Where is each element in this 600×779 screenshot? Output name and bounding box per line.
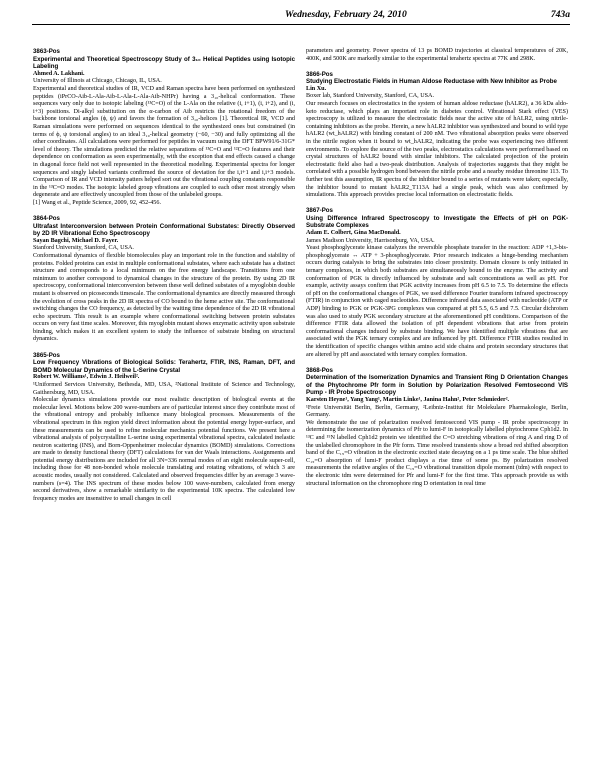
abstract-authors: Robert W. Williams¹, Edwin J. Heilweil². (33, 374, 140, 381)
abstract-body-continuation: parameters and geometry. Power spectra of 13 ps BOMD trajectories at classical temperatures of 20K, 400K, and 500K are markedly similar to the experimental terahertz spectra at 77K and 298K. (306, 48, 568, 62)
abstract-title: Ultrafast Interconversion between Protein Conformational Substates: Directly Observed by 2D IR Vibrational Echo Spectroscopy (33, 222, 295, 238)
abstract-body: Yeast phosphoglycerate kinase catalyzes the reversible phosphate transfer in the reaction: ADP +1,3-bis-phosphoglycerate ↔ ATP + 3-phosphoglycerate. Prior research indicates a hinge-bending mechanism occurs during catalysis to bring the substrates into closer proximity. Domain closure is only initiated in ternary complexes, in which both substrates are simultaneously bound to the enzyme. The activity and conformation of PGK is directly influenced by substrate and salt concentrations as well as pH. For example, activity assays confirm that PGK activity increases from pH 6.5 to 7.5. To determine the effects of pH on the conformational changes of PGK, we used difference Fourier transform infrared spectroscopy (FTIR) in conjunction with caged nucleotides. Difference infrared data associated with nucleotide (ATP or ADP) binding to PGK or PGK-3PG complexes was compared at pH 5.5, 6.5 and 7.5. Circular dichroism was also used to study PGK secondary structure at the aforementioned pH conditions. Comparison of the difference FTIR data allowed the isolation of pH dependent vibrations that arise from protein conformational changes induced by substrate binding. We have identified multiple vibrations that are associated with the PGK ternary complex and are influenced by pH. Difference FTIR studies resulted in the identification of specific changes within amino acid side chains and protein secondary structures that are altered by pH and associated with ternary complex formation. (306, 245, 568, 358)
abstract-authors: Lin Xu. (306, 85, 327, 92)
abstract-reference: [1] Wang et al., Peptide Science, 2009, 92, 452-456. (33, 199, 161, 206)
abstract-3868 (306, 367, 568, 489)
abstract-body: We demonstrate the use of polarization resolved femtosecond VIS pump - IR probe spectroscopy in determining the isomerization dynamics of Pfr to lumi-F in isotopically labelled phytochrome Cph1d2. In ¹³C and ¹⁵N labelled Cph1d2 protein we identified the C=O stretching vibrations of ring A and ring D of the unlabelled chromophore in the Pfr form. Time resolved transients show a broad red shifted absorption band of the C₁₉=O vibration in the electronic excited state decaying on a 1 ps time scale. The blue shifted C₁₉=O absorption of lumi-F product displays a rise time of some ps. By polarization resolved measurements the relative angles of the C₁₉=O vibrational transition dipole moment (tdm) with respect to the electronic tdm were determined for Pfr and lumi-F for the first time. This approach provide us with structural information on the chromophore ring D orientation in real time (306, 419, 568, 487)
abstract-title: Experimental and Theoretical Spectroscopy Study of 3₁₀ Helical Peptides using Isotopic Labeling (33, 55, 295, 71)
abstract-affiliation: Stanford University, Stanford, CA, USA. (33, 245, 134, 252)
abstract-title: Low Frequency Vibrations of Biological Solids: Terahertz, FTIR, INS, Raman, DFT, and BOMD Molecular Dynamics of the L-Serine Crystal (33, 359, 295, 374)
abstract-affiliation: ¹Freie Universität Berlin, Berlin, Germany, ²Leibniz-Institut für Molekulare Pharmakologie, Berlin, Germany. (306, 404, 568, 419)
left-column (33, 48, 295, 511)
abstract-body: Our research focuses on electrostatics in the system of human aldose reductase (hALR2), a 36 kDa aldo-keto reductase, which plays an important role in diabetes control. Vibrational Stark effect (VES) spectroscopy is utilized to measure the electrostatic fields near the active site of hALR2, using nitrile-containing inhibitors as the probe. Herein, a new hALR2 inhibitor was synthesized and bound to wild type hALR2 (wt_hALR2) with binding constant of 200 nM. Two vibrational absorption peaks were observed in the nitrile region when it bound to wt_hALR2, indicating the probe was experiencing two different environments. To explore the source of the two peaks, electrostatics calculations were performed based on crystal structures of hALR2 bound with similar inhibitors. The calculated projection of the protein electrostatic field also had a two-peak distribution. Analysis of trajectories suggests that they might be correlated with a possible hydrogen bond between the nitrile probe and a nearby residue threonine 113. To further test this assumption, IR spectra of the inhibitor bound to a series of mutants were taken; especially, the inhibitor bound to mutant hALR2_T113A had a single peak, which was also confirmed by simulations. This approach provides precise local information on electrostatic fields. (306, 101, 568, 199)
abstract-3865-continuation (306, 48, 568, 63)
abstract-affiliation: University of Illinois at Chicago, Chicago, IL, USA. (33, 78, 162, 85)
abstract-authors: Sayan Bagchi, Michael D. Fayer. (33, 237, 119, 244)
abstract-title: Using Difference Infrared Spectroscopy to Investigate the Effects of pH on PGK-Substrate Complexes (306, 214, 568, 230)
right-column (306, 48, 568, 496)
header-page-number: 743a (550, 9, 570, 20)
page-header (32, 8, 570, 25)
abstract-affiliation: James Madison University, Harrisonburg, VA, USA. (306, 237, 435, 244)
abstract-authors: Adam E. Colbert, Gina MacDonald. (306, 230, 401, 237)
abstract-3865 (33, 352, 295, 504)
header-date: Wednesday, February 24, 2010 (285, 9, 407, 20)
abstract-authors: Ahmed A. Lakhani. (33, 70, 85, 77)
abstract-3866 (306, 71, 568, 200)
abstract-id: 3868-Pos (306, 366, 333, 374)
abstract-3864 (33, 215, 295, 344)
abstract-affiliation: Boxer lab, Stanford University, Stanford, CA, USA. (306, 93, 435, 100)
abstract-title: Determination of the Isomerization Dynamics and Transient Ring D Orientation Changes of the Phytochrome Pfr form in Solution by Polarization Resolved Femtosecond VIS Pump - IR Probe Spectroscopy (306, 374, 568, 397)
abstract-id: 3864-Pos (33, 214, 60, 222)
abstract-id: 3863-Pos (33, 48, 60, 55)
abstract-3863 (33, 48, 295, 207)
abstract-title: Studying Electrostatic Fields in Human Aldose Reductase with New Inhibitor as Probe (306, 78, 557, 86)
abstract-body: Experimental and theoretical studies of IR, VCD and Raman spectra have been performed on synthesized peptides (iPrCO-Aib-L-Ala-Aib-L-Ala-L-Ala-Aib-NHPr) having a 3₁₀-helical conformation. These sequences vary only due to isotopic labeling (¹³C=O) of the L-Ala on the relative (i, i+1), (i, i+2), and (i, i+3) positions. Di-alkyl substitution on the α-carbon of Aib restricts the rotational freedom of the backbone torsional angles (ϕ, ψ) and favors the formation of 3₁₀-helices [1]. Theoretical IR, VCD and Raman simulations were performed on sequences identical to the synthesized ones but constrained (in terms of ϕ, ψ torsional angles) to an ideal 3₁₀-helical geometry (−60, −30) and fully optimizing all the other coordinates. All calculations were performed for peptides in vacuum using the DFT BPW91/6-31G* level of theory. The simulations predicted the relative separations of ¹³C=O and ¹²C=O features and their dependence on conformation as seen experimentally, with the exception that end effects caused a change in diagonal force field not well represented in the theoretical modeling. Experimental spectra for longer sequences and singly labeled variants confirmed the source of deviation for the i,i+1 and i,i+3 models. Comparison of IR and VCD intensity patters helped sort out the vibrational coupling constants responsible in the ¹³C=O modes. The isotopic labeled group vibrations are coupled to each other most strongly when degenerate and are effectively uncoupled from those of the unlabeled groups. (33, 85, 295, 199)
abstract-id: 3865-Pos (33, 351, 60, 359)
abstract-body: Conformational dynamics of flexible biomolecules play an important role in the function and stability of proteins. Folded proteins can exist in multiple conformational substates, where each substate has a distinct structure and corresponds to a local minimum on the free energy landscape. Transitions from one minimum to another correspond to dynamical changes in the structure of the protein. By using 2D IR spectroscopy, conformational interconversion between these well defined substates of a myoglobin double mutant is observed on picoseconds timescale. The conformational dynamics are directly measured through the evolution of cross peaks in the 2D IR spectra of CO bound to the heme active site. The conformational switching changes the CO frequency, as detected by the waiting time dependence of the 2D IR vibrational echo spectrum. This result is an example where conformational switching between protein substates occurs on very fast time scales. Moreover, this myoglobin mutant shows enzymatic activity upon substrate binding, which makes it an excellent system to study the influence of substrate binding on structural dynamics. (33, 252, 295, 343)
abstract-authors: Karsten Heyne¹, Yang Yang¹, Martin Linke¹, Janina Hahn², Peter Schmieder². (306, 397, 510, 404)
abstract-id: 3867-Pos (306, 207, 333, 215)
abstract-id: 3866-Pos (306, 70, 333, 78)
abstract-body: Molecular dynamics simulations provide our most realistic description of biological events at the molecular level. Motions below 200 wave-numbers are of particular interest since they contribute most of the vibrational entropy and probably influence many biological processes. Measurements of the vibrational spectrum in this region yield direct information about the potential energy hyper-surface, and these measurements can be used to refine molecular mechanics potential functions. We present here a vibrational analysis of polycrystalline L-serine using experimental vibrational spectra, calculated inelastic neutron scattering (INS), and Born-Oppenheimer molecular dynamics (BOMD) simulations. Corrections are made to density functional theory (DFT) calculations for van der Waals interactions. Assignments and potential energy distributions are included for all 3N=336 normal modes of an eight molecule super-cell, including those for 48 non-bonded whole molecule translating and rotating vibrations, of which 3 are acoustic modes, usually not considered. Calculated and observed frequencies differ by an average 3 wave-numbers (s=4). The INS spectrum of these modes below 100 wave-numbers, calculated from energy second derivatives, show a remarkable similarity to the experimental 10K spectra. The calculated low frequency modes are insensitive to small changes in cell (33, 397, 295, 502)
abstract-affiliation: ¹Uniformed Services University, Bethesda, MD, USA, ²National Institute of Science and Technology, Gaithersburg, MD, USA. (33, 381, 295, 396)
abstract-3867 (306, 207, 568, 359)
